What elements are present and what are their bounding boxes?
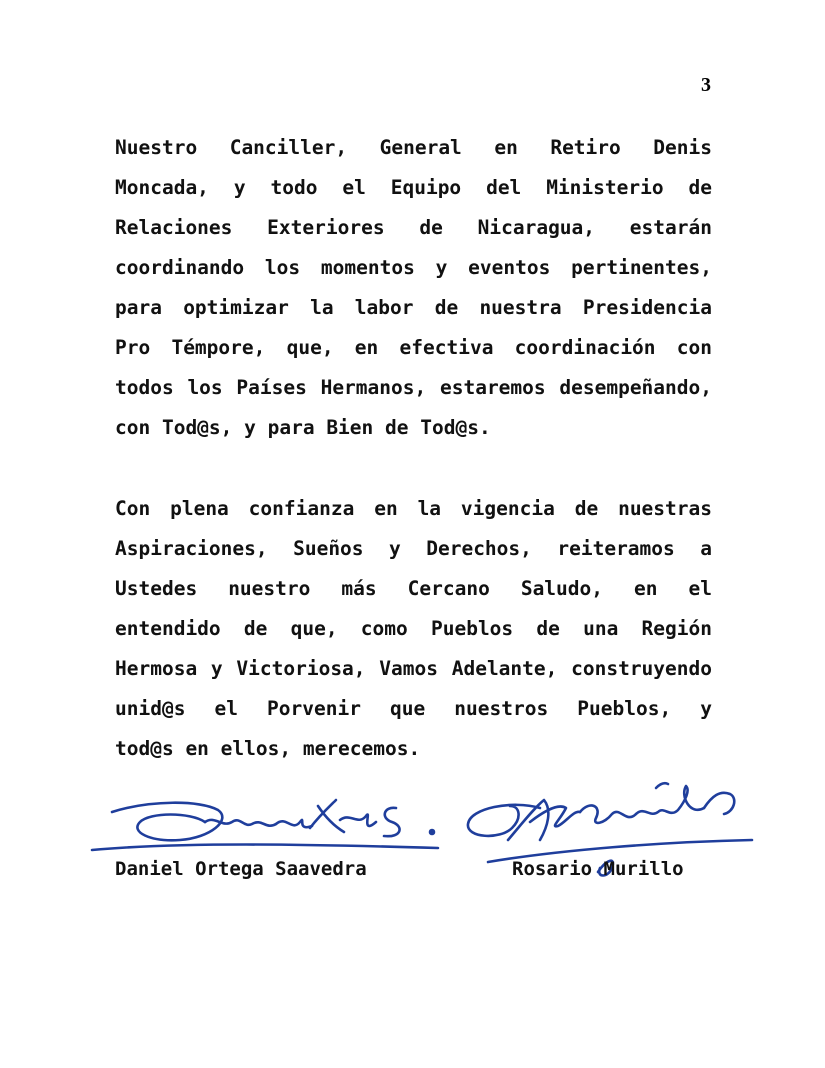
signer-name-2: Rosario Murillo [512,858,684,880]
paragraph-line: Nuestro Canciller, General en Retiro Denis [115,136,712,159]
paragraph-line: Moncada, y todo el Equipo del Ministerio de [115,176,712,199]
paragraph-line: Pro Témpore, que, en efectiva coordinación con [115,336,712,359]
paragraph-line: Hermosa y Victoriosa, Vamos Adelante, construyendo [115,657,712,680]
paragraph-line: para optimizar la labor de nuestra Presidencia [115,296,712,319]
paragraph-line: tod@s en ellos, merecemos. [115,737,421,760]
paragraph-2 [115,489,712,769]
paragraph-line: unid@s el Porvenir que nuestros Pueblos, y [115,697,712,720]
paragraph-line: Con plena confianza en la vigencia de nuestras [115,497,712,520]
paragraph-line: con Tod@s, y para Bien de Tod@s. [115,416,491,439]
paragraph-line: coordinando los momentos y eventos pertinentes, [115,256,712,279]
paragraph-1 [115,128,712,448]
paragraph-line: Aspiraciones, Sueños y Derechos, reiteramos a [115,537,712,560]
page-number: 3 [701,74,711,96]
handwritten-signature-daniel-ortega [92,800,438,850]
signer-name-1: Daniel Ortega Saavedra [115,858,367,880]
paragraph-line: Relaciones Exteriores de Nicaragua, estarán [115,216,712,239]
paragraph-line: todos los Países Hermanos, estaremos desempeñando, [115,376,712,399]
paragraph-line: Ustedes nuestro más Cercano Saludo, en el [115,577,712,600]
paragraph-line: entendido de que, como Pueblos de una Región [115,617,712,640]
